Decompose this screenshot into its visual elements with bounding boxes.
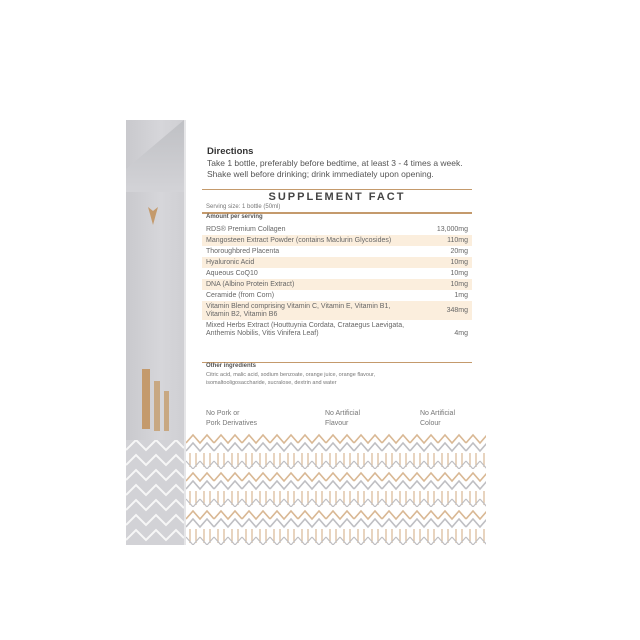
ingredient-name: Mangosteen Extract Powder (contains Maclurin Glycosides) (206, 236, 392, 244)
ingredient-amount: 4mg (454, 329, 468, 337)
directions-line-2: Shake well before drinking; drink immediately upon opening. (207, 169, 434, 179)
directions-line-1: Take 1 bottle, preferably before bedtime, at least 3 - 4 times a week. (207, 158, 463, 168)
badge-line-1: No Pork or (206, 410, 240, 417)
ingredient-name: Ceramide (from Corn) (206, 291, 275, 299)
supplement-row (202, 235, 472, 246)
badge-line-1: No Artificial (325, 410, 361, 417)
side-pattern (126, 440, 184, 545)
supplement-row (202, 320, 472, 339)
badge-line-2: Flavour (325, 420, 349, 427)
ingredient-amount: 20mg (450, 247, 468, 255)
ingredient-name: Thoroughbred Placenta (206, 247, 280, 255)
ingredient-name: Vitamin Blend comprising Vitamin C, Vitamin E, Vitamin B1, Vitamin B2, Vitamin B6 (206, 302, 391, 318)
supplement-row (202, 224, 472, 235)
badge-line-2: Colour (420, 420, 441, 427)
ingredient-amount: 110mg (447, 236, 468, 244)
ingredient-amount: 348mg (446, 306, 468, 314)
badge-no-pork (206, 409, 296, 429)
supplement-row (202, 290, 472, 301)
supplement-row (202, 279, 472, 290)
supplement-row (202, 268, 472, 279)
ingredient-name: Hyaluronic Acid (206, 258, 255, 266)
amount-per-serving: Amount per serving (206, 214, 263, 220)
ingredient-amount: 10mg (450, 258, 468, 266)
badge-no-colour (420, 409, 510, 429)
supplement-row (202, 246, 472, 257)
supplement-row (202, 257, 472, 268)
ingredient-name: Mixed Herbs Extract (Houttuynia Cordata, Crataegus Laevigata, Anthemis Nobilis, Vitis Vinifera Leaf) (206, 321, 405, 337)
side-product-text (140, 215, 170, 435)
ingredient-name: Aqueous CoQ10 (206, 269, 258, 277)
ingredient-amount: 10mg (450, 280, 468, 288)
ingredient-amount: 10mg (450, 269, 468, 277)
badge-line-1: No Artificial (420, 410, 456, 417)
other-ingredients-text: Citric acid, malic acid, sodium benzoate, orange juice, orange flavour, isomaltooligosaccharide, sucralose, dextrin and water (206, 372, 376, 386)
ingredient-amount: 13,000mg (436, 225, 468, 233)
supplement-row (202, 301, 472, 320)
decorative-pattern (186, 431, 486, 545)
ingredient-amount: 1mg (454, 291, 468, 299)
other-ingredients-title: Other ingredients (206, 363, 257, 369)
directions-title: Directions (207, 146, 254, 157)
ingredient-name: DNA (Albino Protein Extract) (206, 280, 295, 288)
supplement-rows (202, 224, 472, 339)
serving-size: Serving size: 1 bottle (50ml) (206, 204, 281, 210)
directions-text (207, 158, 472, 180)
badge-no-flavour (325, 409, 415, 429)
ingredient-name: RDS® Premium Collagen (206, 225, 286, 233)
supplement-fact-title: SUPPLEMENT FACT (268, 191, 406, 203)
badge-line-2: Pork Derivatives (206, 420, 257, 427)
